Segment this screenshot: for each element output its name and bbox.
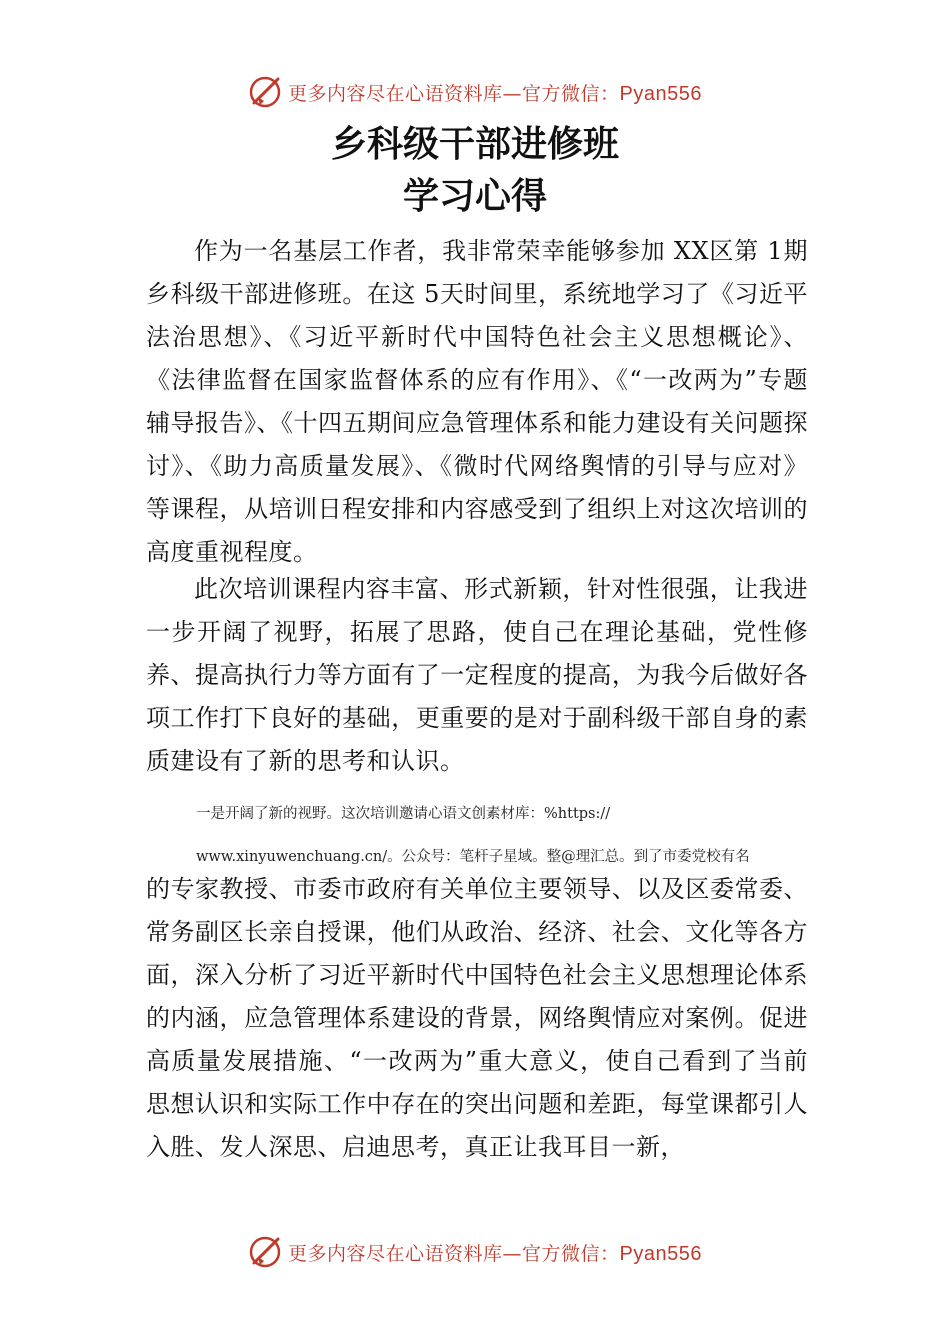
watermark-text: 更多内容尽在心语资料库—官方微信：Pyan556 bbox=[288, 82, 702, 105]
paragraph-2: 此次培训课程内容丰富、形式新颖，针对性很强，让我进一步开阔了视野，拓展了思路，使自己在理论基础，党性修养、提高执行力等方面有了一定程度的提高，为我今后做好各项工作打下良好的基础，更重要的是对于副科级干部自身的素质建设有了新的思考和认识。 bbox=[146, 575, 808, 775]
document-title-line1: 乡科级干部进修班 bbox=[330, 124, 619, 165]
document-title-line2: 学习心得 bbox=[402, 176, 547, 217]
wechat-id: Pyan556 bbox=[619, 1242, 702, 1265]
wechat-id: Pyan556 bbox=[619, 82, 702, 105]
paragraph-3: 的专家教授、市委市政府有关单位主要领导、以及区委常委、常务副区长亲自授课，他们从政治、经济、社会、文化等各方面，深入分析了习近平新时代中国特色社会主义思想理论体系的内涵，应急管理体系建设的背景，网络舆情应对案例。促进高质量发展措施、“一改两为”重大意义，使自己看到了当前思想认识和实际工作中存在的突出问题和差距，每堂课都引人入胜、发人深思、启迪思考，真正让我耳目一新， bbox=[146, 875, 808, 1161]
brush-logo-icon bbox=[248, 75, 282, 109]
watermark-text: 更多内容尽在心语资料库—官方微信：Pyan556 bbox=[288, 1242, 702, 1265]
watermark-banner-bottom bbox=[0, 1232, 950, 1272]
small-text-line-2: www.xinyuwenchuang.cn/。公众号：笔杆子星域。整@理汇总。到了市委党校有名 bbox=[196, 849, 750, 865]
small-text-line-1: 一是开阔了新的视野。这次培训邀请心语文创素材库：%https:// bbox=[196, 806, 611, 822]
watermark-banner-top bbox=[0, 72, 950, 112]
brush-logo-icon bbox=[248, 1235, 282, 1269]
paragraph-1: 作为一名基层工作者，我非常荣幸能够参加 XX区第 1期乡科级干部进修班。在这 5天时间里，系统地学习了《习近平法治思想》、《习近平新时代中国特色社会主义思想概论》、《法律监督在国家监督体系的应有作用》、《“一改两为”专题辅导报告》、《十四五期间应急管理体系和能力建设有关问题探讨》、《助力高质量发展》、《微时代网络舆情的引导与应对》等课程，从培训日程安排和内容感受到了组织上对这次培训的高度重视程度。 bbox=[146, 237, 808, 566]
